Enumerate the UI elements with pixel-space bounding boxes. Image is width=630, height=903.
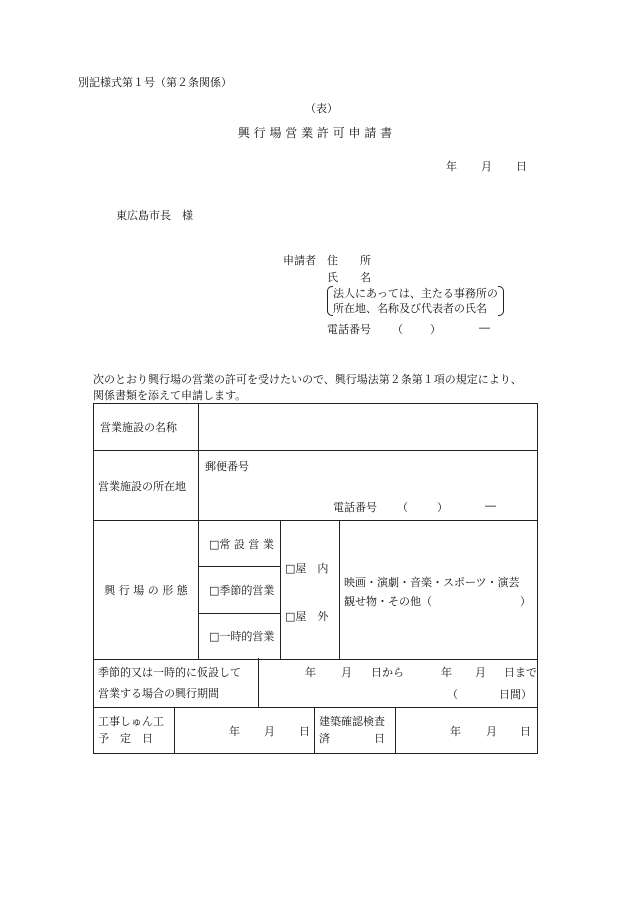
temporary-option[interactable]: □一時的営業 <box>199 613 281 659</box>
period-table <box>93 658 538 708</box>
period-label: 季節的又は一時的に仮設して 営業する場合の興行期間 <box>94 658 259 708</box>
checkbox-icon[interactable]: □ <box>209 583 220 597</box>
applicant-address: 住 所 <box>327 254 371 267</box>
inspection-year: 年 <box>450 725 461 738</box>
period-to-year: 年 <box>441 666 452 679</box>
event-types-line-2: 観せ物・その他（ <box>344 595 432 608</box>
bracket-right <box>498 286 504 316</box>
date-month: 月 <box>481 160 492 173</box>
intro-line-2: 関係書類を添えて申請します。 <box>93 389 247 402</box>
construction-label: 工事しゅん工 予 定 日 <box>94 707 175 754</box>
construction-month: 月 <box>264 725 275 738</box>
application-table <box>93 403 538 660</box>
location-phone-close: ） <box>437 501 448 514</box>
addressee: 東広島市長 様 <box>116 209 193 222</box>
checkbox-icon[interactable]: □ <box>209 537 220 551</box>
applicant-phone-open: （ <box>392 323 403 336</box>
period-from-day: 日から <box>371 666 404 679</box>
facility-location-field[interactable] <box>199 451 538 521</box>
postal-label: 郵便番号 <box>205 460 249 473</box>
period-to-month: 月 <box>475 666 486 679</box>
construction-day: 日 <box>299 725 310 738</box>
applicant-phone-dash: ― <box>479 321 490 334</box>
construction-date-field[interactable] <box>175 707 315 754</box>
facility-location-label: 営業施設の所在地 <box>94 451 199 521</box>
applicant-phone-label: 電話番号 <box>327 323 371 336</box>
indoor-option[interactable]: □屋 内 <box>285 562 329 575</box>
days-open: （ <box>447 688 458 701</box>
inspection-date-field[interactable] <box>396 707 538 754</box>
corp-note-line-1: 法人にあっては、主たる事務所の <box>333 287 498 300</box>
event-types-cell <box>340 521 538 660</box>
location-phone-open: （ <box>397 501 408 514</box>
corp-note <box>327 286 504 316</box>
date-year: 年 <box>446 160 457 173</box>
corp-note-line-2: 所在地、名称及び代表者の氏名 <box>333 302 487 315</box>
checkbox-icon[interactable]: □ <box>209 630 220 644</box>
applicant-phone-close: ） <box>430 323 441 336</box>
applicant-label: 申請者 <box>283 254 316 267</box>
form-title: 興 行 場 営 業 許 可 申 請 書 <box>237 126 393 140</box>
facility-name-field[interactable] <box>199 404 538 451</box>
form-reference: 別記様式第１号（第２条関係） <box>78 76 232 89</box>
period-from-month: 月 <box>341 666 352 679</box>
event-types-close: ） <box>520 595 531 608</box>
inspection-label: 建築確認検査 済 日 <box>315 707 396 754</box>
side-label: （表） <box>305 102 338 115</box>
dates-table <box>93 707 538 754</box>
date-day: 日 <box>516 160 527 173</box>
applicant-name: 氏 名 <box>327 271 371 284</box>
period-from-year: 年 <box>305 666 316 679</box>
inspection-day: 日 <box>520 725 531 738</box>
period-field[interactable] <box>259 658 538 708</box>
form-type-label: 興 行 場 の 形 態 <box>94 521 199 660</box>
location-phone-dash: ― <box>485 499 496 512</box>
checkbox-icon[interactable]: □ <box>285 562 296 575</box>
location-phone-label: 電話番号 <box>333 501 377 514</box>
intro-line-1: 次のとおり興行場の営業の許可を受けたいので、興行場法第２条第１項の規定により、 <box>93 373 522 386</box>
seasonal-option[interactable]: □季節的営業 <box>199 567 281 613</box>
outdoor-option[interactable]: □屋 外 <box>285 610 329 623</box>
construction-year: 年 <box>229 725 240 738</box>
checkbox-icon[interactable]: □ <box>285 610 296 623</box>
location-type-cell <box>281 521 340 660</box>
inspection-month: 月 <box>486 725 497 738</box>
period-to-day: 日まで <box>504 666 537 679</box>
facility-name-label: 営業施設の名称 <box>94 404 199 451</box>
event-types-line-1: 映画・演劇・音楽・スポーツ・演芸 <box>344 576 520 589</box>
permanent-option[interactable]: □常 設 営 業 <box>199 521 281 567</box>
days-close: 日間） <box>499 688 532 701</box>
